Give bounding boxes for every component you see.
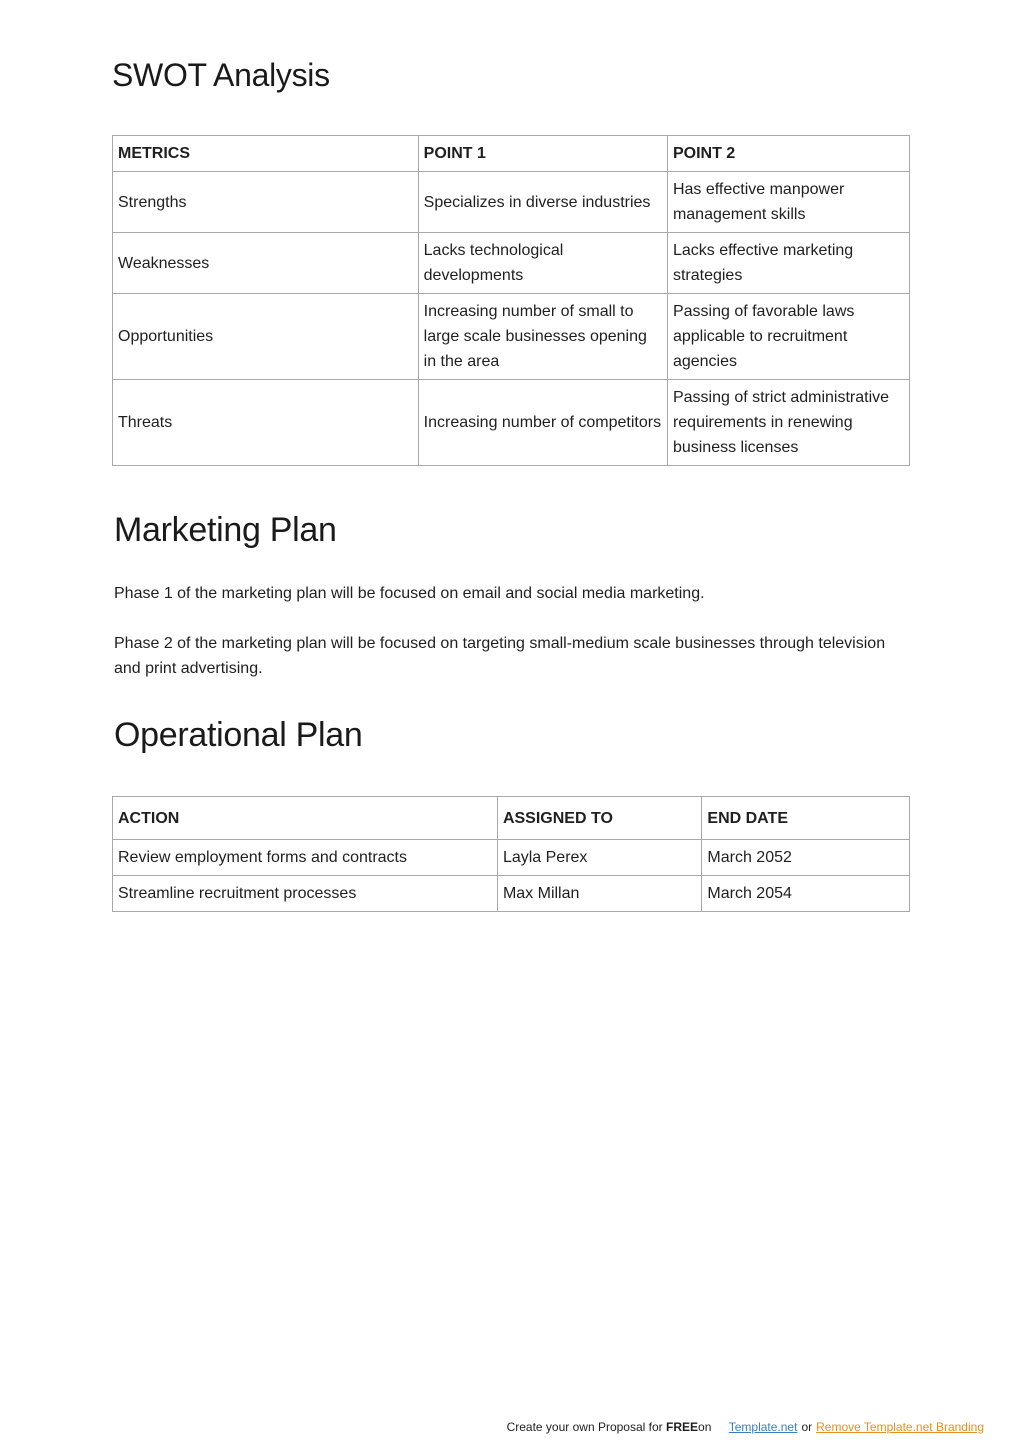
table-cell: Layla Perex (497, 840, 701, 876)
table-row (113, 172, 910, 233)
column-header-action: ACTION (113, 797, 498, 840)
operational-table (112, 796, 910, 912)
table-cell: Threats (113, 380, 419, 466)
footer-branding (507, 1419, 984, 1435)
table-cell: Review employment forms and contracts (113, 840, 498, 876)
column-header-point-2: POINT 2 (667, 136, 909, 172)
footer-or: or (801, 1420, 813, 1434)
swot-title: SWOT Analysis (112, 57, 330, 93)
table-cell: Increasing number of competitors (418, 380, 667, 466)
table-header-row (113, 797, 910, 840)
marketing-plan-title: Marketing Plan (114, 511, 337, 549)
operational-plan-title: Operational Plan (114, 716, 363, 754)
table-cell: Lacks technological developments (418, 233, 667, 294)
table-header-row (113, 136, 910, 172)
table-cell: Opportunities (113, 294, 419, 380)
column-header-point-1: POINT 1 (418, 136, 667, 172)
column-header-assigned-to: ASSIGNED TO (497, 797, 701, 840)
table-row (113, 380, 910, 466)
table-cell: Passing of favorable laws applicable to recruitment agencies (667, 294, 909, 380)
table-row (113, 233, 910, 294)
table-cell: March 2052 (702, 840, 910, 876)
remove-branding-link[interactable]: Remove Template.net Branding (816, 1420, 984, 1434)
table-row (113, 294, 910, 380)
footer-prefix: Create your own Proposal for (506, 1420, 666, 1434)
column-header-metrics: METRICS (113, 136, 419, 172)
table-row (113, 876, 910, 912)
column-header-end-date: END DATE (702, 797, 910, 840)
table-cell: Streamline recruitment processes (113, 876, 498, 912)
marketing-paragraph-2: Phase 2 of the marketing plan will be focused on targeting small-medium scale businesses through television and print advertising. (114, 635, 886, 677)
table-row (113, 840, 910, 876)
marketing-paragraph-1: Phase 1 of the marketing plan will be focused on email and social media marketing. (114, 585, 705, 602)
table-cell: Specializes in diverse industries (418, 172, 667, 233)
table-cell: Has effective manpower management skills (667, 172, 909, 233)
table-cell: Passing of strict administrative requirements in renewing business licenses (667, 380, 909, 466)
table-cell: March 2054 (702, 876, 910, 912)
table-cell: Increasing number of small to large scale businesses opening in the area (418, 294, 667, 380)
footer-on: on (698, 1420, 712, 1434)
footer-free: FREE (666, 1420, 699, 1434)
table-cell: Strengths (113, 172, 419, 233)
table-cell: Weaknesses (113, 233, 419, 294)
swot-table (112, 135, 910, 466)
template-net-link[interactable]: Template.net (728, 1420, 798, 1434)
table-cell: Max Millan (497, 876, 701, 912)
table-cell: Lacks effective marketing strategies (667, 233, 909, 294)
